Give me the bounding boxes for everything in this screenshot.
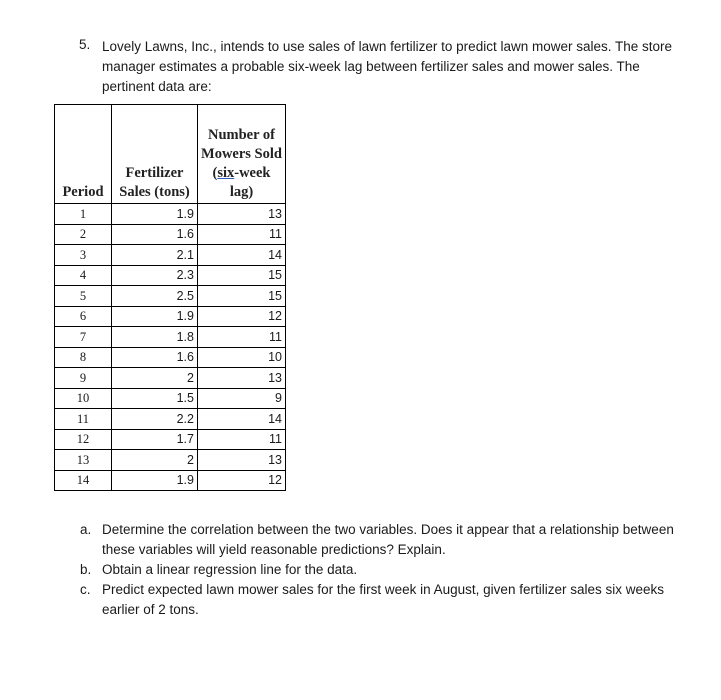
- table-row: [55, 368, 286, 389]
- fertilizer-sales-cell: 1.6: [112, 347, 198, 368]
- period-cell: 2: [55, 224, 112, 245]
- table-row: [55, 429, 286, 450]
- mowers-sold-cell: 11: [198, 327, 286, 348]
- fertilizer-sales-cell: 2.3: [112, 265, 198, 286]
- mowers-sold-cell: 9: [198, 388, 286, 409]
- mowers-sold-cell: 12: [198, 306, 286, 327]
- fertilizer-sales-cell: 2.5: [112, 286, 198, 307]
- fertilizer-sales-cell: 1.9: [112, 306, 198, 327]
- question-item: [80, 520, 680, 560]
- fertilizer-sales-cell: 2.2: [112, 409, 198, 430]
- mowers-sold-cell: 11: [198, 224, 286, 245]
- table-row: [55, 388, 286, 409]
- mowers-sold-cell: 15: [198, 286, 286, 307]
- table-row: [55, 224, 286, 245]
- period-cell: 12: [55, 429, 112, 450]
- mowers-sold-cell: 11: [198, 429, 286, 450]
- period-cell: 14: [55, 470, 112, 491]
- table-row: [55, 327, 286, 348]
- mowers-sold-cell: 14: [198, 245, 286, 266]
- period-cell: 9: [55, 368, 112, 389]
- question-item: [80, 580, 680, 620]
- question-text: Determine the correlation between the two variables. Does it appear that a relationship between these variables will yield reasonable predictions? Explain.: [102, 522, 674, 557]
- mowers-sold-cell: 13: [198, 368, 286, 389]
- period-cell: 10: [55, 388, 112, 409]
- fertilizer-sales-cell: 2.1: [112, 245, 198, 266]
- question-letter: a.: [80, 522, 92, 537]
- table-header-row: [55, 105, 286, 204]
- table-row: [55, 450, 286, 471]
- fertilizer-sales-cell: 2: [112, 450, 198, 471]
- mowers-sold-cell: 14: [198, 409, 286, 430]
- fertilizer-sales-cell: 1.9: [112, 470, 198, 491]
- question-text: Predict expected lawn mower sales for the first week in August, given fertilizer sales six weeks earlier of 2 tons.: [102, 582, 664, 617]
- question-letter: c.: [80, 582, 91, 597]
- header-period: Period: [55, 105, 112, 204]
- question-item: [80, 560, 680, 580]
- table-row: [55, 286, 286, 307]
- header-fertilizer-text: Fertilizer Sales (tons): [119, 165, 190, 200]
- mowers-sold-cell: 12: [198, 470, 286, 491]
- header-mowers-sold: [198, 105, 286, 204]
- period-cell: 1: [55, 204, 112, 225]
- fertilizer-sales-cell: 1.8: [112, 327, 198, 348]
- header-fertilizer-sales: [112, 105, 198, 204]
- table-body: [55, 204, 286, 491]
- period-cell: 6: [55, 306, 112, 327]
- header-mowers-suffix: -week lag): [229, 165, 271, 200]
- header-mowers-prefix: Number of Mowers Sold (: [201, 127, 282, 181]
- fertilizer-sales-cell: 1.6: [112, 224, 198, 245]
- mowers-sold-cell: 13: [198, 204, 286, 225]
- fertilizer-sales-cell: 1.5: [112, 388, 198, 409]
- period-cell: 5: [55, 286, 112, 307]
- table-row: [55, 347, 286, 368]
- mowers-sold-cell: 15: [198, 265, 286, 286]
- period-cell: 4: [55, 265, 112, 286]
- problem-number: 5.: [79, 37, 91, 52]
- header-mowers-underlined: six: [217, 165, 235, 181]
- question-list: [80, 520, 680, 620]
- problem-statement: Lovely Lawns, Inc., intends to use sales of lawn fertilizer to predict lawn mower sales. The store manager estimates a probable six-week lag between fertilizer sales and mower sales. The pertinent data are:: [102, 39, 673, 94]
- period-cell: 3: [55, 245, 112, 266]
- table-row: [55, 245, 286, 266]
- table-row: [55, 204, 286, 225]
- table-row: [55, 306, 286, 327]
- fertilizer-sales-cell: 2: [112, 368, 198, 389]
- question-text: Obtain a linear regression line for the data.: [102, 562, 358, 577]
- fertilizer-sales-cell: 1.7: [112, 429, 198, 450]
- period-cell: 11: [55, 409, 112, 430]
- mowers-sold-cell: 13: [198, 450, 286, 471]
- data-table: [54, 104, 286, 491]
- mowers-sold-cell: 10: [198, 347, 286, 368]
- question-letter: b.: [80, 562, 92, 577]
- period-cell: 7: [55, 327, 112, 348]
- period-cell: 13: [55, 450, 112, 471]
- table-row: [55, 409, 286, 430]
- period-cell: 8: [55, 347, 112, 368]
- table-row: [55, 265, 286, 286]
- table-row: [55, 470, 286, 491]
- fertilizer-sales-cell: 1.9: [112, 204, 198, 225]
